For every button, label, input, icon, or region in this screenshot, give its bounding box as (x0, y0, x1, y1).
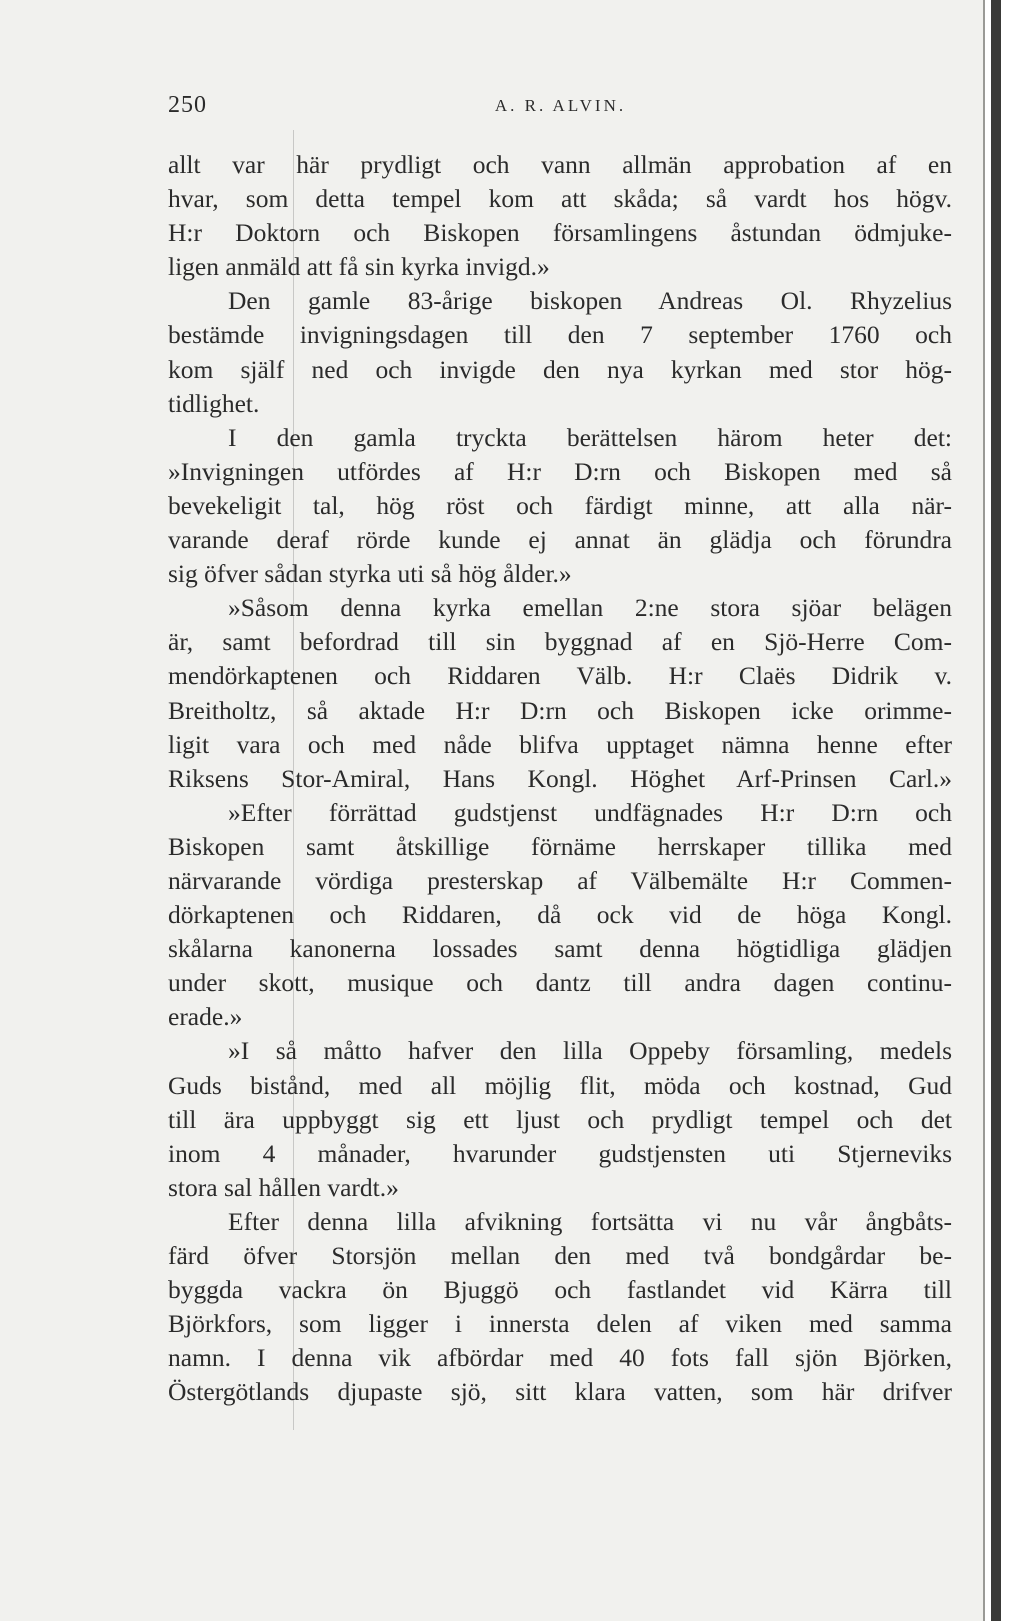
text-line: stora sal hållen vardt.» (168, 1172, 399, 1202)
text-line: allt var här prydligt och vann allmän approbation af en (168, 150, 952, 179)
text-line: till ära uppbyggt sig ett ljust och prydligt tempel och det (168, 1104, 952, 1134)
text-line: Östergötlands djupaste sjö, sitt klara vatten, som här drifver (168, 1377, 952, 1407)
text-line: erade.» (168, 1002, 243, 1032)
text-line: Riksens Stor-Amiral, Hans Kongl. Höghet Arf-Prinsen Carl.» (168, 763, 952, 793)
text-line: ligit vara och med nåde blifva upptaget nämna henne efter (168, 729, 952, 759)
text-line: är, samt befordrad till sin byggnad af en Sjö-Herre Com- (168, 627, 952, 657)
text-line: ligen anmäld att få sin kyrka invigd.» (168, 252, 550, 282)
text-line: I den gamla tryckta berättelsen härom heter det: (228, 422, 952, 452)
text-line: H:r Doktorn och Biskopen församlingens åstundan ödmjuke- (168, 218, 952, 248)
text-line: sig öfver sådan styrka uti så hög ålder.» (168, 559, 572, 589)
text-line: bevekeligit tal, hög röst och färdigt minne, att alla när- (168, 490, 952, 520)
text-line: Guds bistånd, med all möjlig flit, möda och kostnad, Gud (168, 1070, 952, 1100)
text-line: »Invigningen utfördes af H:r D:rn och Biskopen med så (168, 456, 952, 486)
text-line: Björkfors, som ligger i innersta delen af viken med samma (168, 1309, 952, 1339)
text-line: Efter denna lilla afvikning fortsätta vi nu vår ångbåts- (228, 1206, 952, 1236)
text-line: mendörkaptenen och Riddaren Välb. H:r Claës Didrik v. (168, 661, 952, 691)
text-line: »Efter förrättad gudstjenst undfägnades H:r D:rn och (228, 797, 952, 827)
text-line: skålarna kanonerna lossades samt denna högtidliga glädjen (168, 934, 952, 964)
text-line: närvarande vördiga presterskap af Välbemälte H:r Commen- (168, 865, 952, 895)
running-head: A. R. ALVIN. (494, 96, 627, 115)
text-line: hvar, som detta tempel kom att skåda; så vardt hos högv. (168, 184, 952, 214)
page-header (168, 92, 953, 120)
text-line: byggda vackra ön Bjuggö och fastlandet vid Kärra till (168, 1275, 952, 1305)
text-line: »Såsom denna kyrka emellan 2:ne stora sjöar belägen (228, 593, 952, 623)
page-number: 250 (168, 92, 207, 118)
text-line: Breitholtz, så aktade H:r D:rn och Biskopen icke orimme- (168, 695, 952, 725)
text-line: Den gamle 83-årige biskopen Andreas Ol. Rhyzelius (228, 286, 952, 316)
text-line: under skott, musique och dantz till andra dagen continu- (168, 968, 952, 998)
text-line: kom själf ned och invigde den nya kyrkan med stor hög- (168, 354, 952, 384)
scan-gutter (991, 0, 1001, 1621)
text-line: tidlighet. (168, 388, 260, 418)
text-line: färd öfver Storsjön mellan den med två bondgårdar be- (168, 1241, 952, 1270)
text-line: inom 4 månader, hvarunder gudstjensten uti Stjerneviks (168, 1138, 952, 1168)
text-line: dörkaptenen och Riddaren, då ock vid de höga Kongl. (168, 900, 952, 930)
body-text (168, 148, 952, 1409)
text-line: »I så måtto hafver den lilla Oppeby församling, medels (228, 1036, 952, 1066)
text-line: varande deraf rörde kunde ej annat än glädja och förundra (168, 525, 952, 555)
text-line: bestämde invigningsdagen till den 7 september 1760 och (168, 320, 952, 350)
scan-edge (983, 0, 1015, 1621)
text-line: Biskopen samt åtskillige förnäme herrskaper tillika med (168, 831, 952, 861)
text-line: namn. I denna vik afbördar med 40 fots fall sjön Björken, (168, 1343, 952, 1373)
